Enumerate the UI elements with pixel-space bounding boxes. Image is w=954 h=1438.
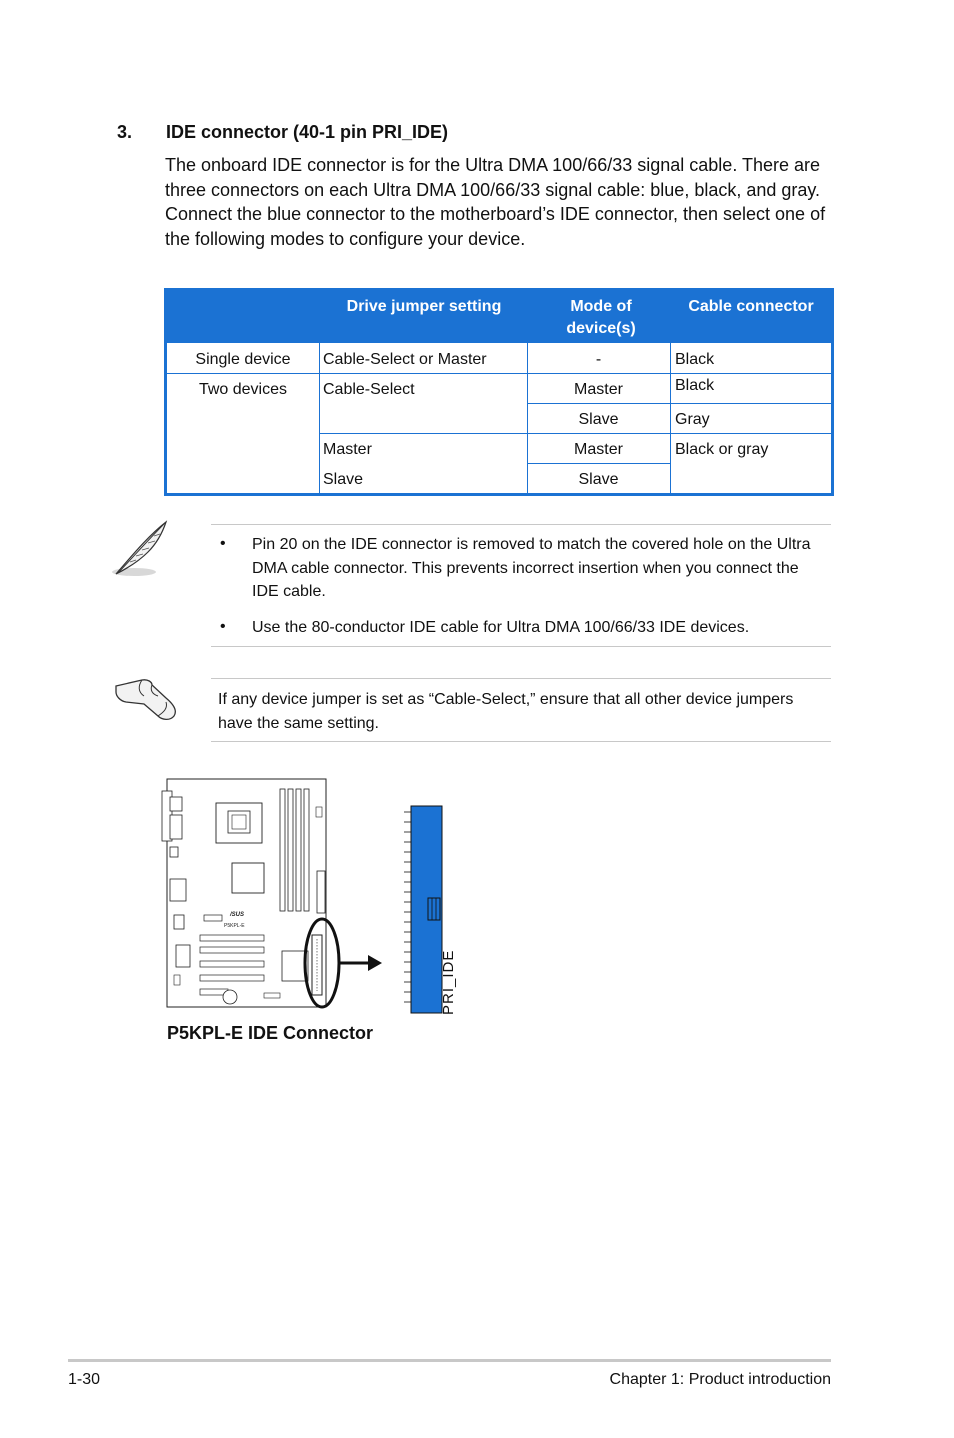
note-text-2: Use the 80-conductor IDE cable for Ultra DMA 100/66/33 IDE devices. bbox=[252, 619, 750, 636]
section-title: IDE connector (40-1 pin PRI_IDE) bbox=[166, 122, 449, 142]
note-top-rule bbox=[211, 524, 831, 525]
table-body bbox=[167, 343, 831, 493]
row-cs-jumper: Cable-Select bbox=[323, 381, 415, 398]
section-heading bbox=[117, 122, 448, 143]
page-number: 1-30 bbox=[68, 1371, 101, 1388]
feather-note-icon bbox=[110, 518, 170, 582]
row-two-label: Two devices bbox=[198, 381, 288, 398]
row-single-jumper: Cable-Select or Master bbox=[323, 351, 487, 368]
row-single-cable: Black bbox=[675, 351, 715, 368]
note-text-1: Pin 20 on the IDE connector is removed to match the covered hole on the Ultra DMA cable connector. This prevents incorrect insertion when you connect the IDE cable. bbox=[252, 536, 811, 600]
note-bottom-rule bbox=[211, 646, 831, 647]
row-cs-master-cable: Black bbox=[675, 377, 715, 394]
note-bullet-1: • bbox=[220, 535, 226, 552]
chapter-title: Chapter 1: Product introduction bbox=[609, 1371, 831, 1388]
jumper-table bbox=[164, 288, 834, 496]
header-mode: Mode of device(s) bbox=[566, 298, 636, 337]
svg-text:/SUS: /SUS bbox=[230, 912, 245, 918]
caution-bottom-rule bbox=[211, 741, 831, 742]
row-single-label: Single device bbox=[195, 351, 291, 368]
row-slave-jumper: Slave bbox=[323, 471, 364, 488]
board-label: P5KPL-E bbox=[224, 923, 245, 929]
section-number: 3. bbox=[117, 122, 133, 142]
caution-top-rule bbox=[211, 678, 831, 679]
footer-rule bbox=[68, 1359, 831, 1362]
row-slave-mode: Slave bbox=[578, 471, 619, 488]
row-cs-master-mode: Master bbox=[574, 381, 623, 398]
header-drive-jumper: Drive jumper setting bbox=[346, 298, 502, 315]
row-master-mode: Master bbox=[574, 441, 623, 458]
section-intro: The onboard IDE connector is for the Ultra DMA 100/66/33 signal cable. There are three connectors on each Ultra DMA 100/66/33 signal cable: blue, black, and gray. Connect the blue connector to the motherboard’s IDE connector, then select one of the following modes to configure your device. bbox=[165, 155, 826, 249]
row-cs-slave-mode: Slave bbox=[578, 411, 619, 428]
row-master-jumper: Master bbox=[323, 441, 372, 458]
caution-text: If any device jumper is set as “Cable-Select,” ensure that all other device jumpers have the same setting. bbox=[218, 691, 794, 732]
header-cable-connector: Cable connector bbox=[688, 298, 814, 315]
figure-caption: P5KPL-E IDE Connector bbox=[167, 1023, 374, 1043]
row-ms-cable: Black or gray bbox=[675, 441, 769, 458]
hand-caution-icon bbox=[112, 674, 180, 724]
note-bullet-2: • bbox=[220, 618, 226, 635]
row-single-mode: - bbox=[595, 351, 602, 368]
connector-label: PRI_IDE bbox=[440, 949, 457, 1015]
row-cs-slave-cable: Gray bbox=[675, 411, 710, 428]
